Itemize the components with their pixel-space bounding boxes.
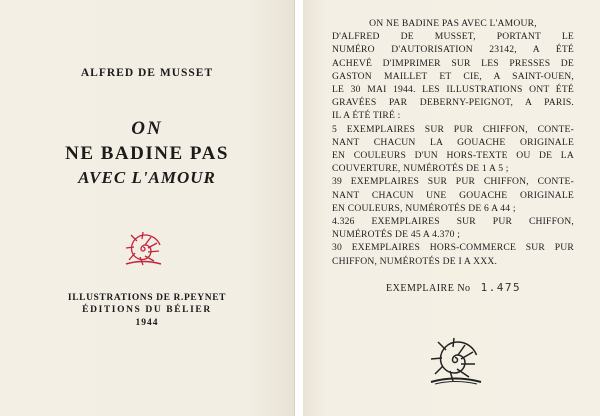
title-line-3: AVEC L'AMOUR [78, 168, 216, 187]
colophon-line: 39 EXEMPLAIRES SUR PUR CHIFFON, CONTE- [332, 176, 574, 188]
colophon-line: NUMÉRO D'AUTORISATION 23142, A ÉTÉ [332, 44, 574, 56]
copy-number-label: EXEMPLAIRE No [386, 283, 471, 294]
colophon-line: CHIFFON, NUMÉROTÉS DE I A XXX. [332, 255, 498, 267]
colophon-line: NANT CHACUN UNE GOUACHE ORIGINALE [332, 189, 574, 201]
title-page [0, 0, 295, 416]
publication-year: 1944 [135, 318, 159, 328]
colophon-line: NUMÉROTÉS DE 45 A 4.370 ; [332, 229, 461, 241]
colophon-line: 4.326 EXEMPLAIRES SUR PUR CHIFFON, [332, 216, 574, 228]
colophon-line: ACHEVÉ D'IMPRIMER SUR LES PRESSES DE [332, 57, 574, 69]
publisher: ÉDITIONS DU BÉLIER [82, 305, 212, 315]
copy-number-value: 1.475 [480, 281, 522, 294]
colophon-line: EN COULEURS, NUMÉROTÉS DE 6 A 44 ; [332, 202, 516, 214]
colophon-line: COUVERTURE, NUMÉROTÉS DE 1 A 5 ; [332, 163, 509, 175]
nautilus-shell-icon [425, 334, 485, 386]
colophon-line: 5 EXEMPLAIRES SUR PUR CHIFFON, CONTE- [332, 123, 574, 135]
colophon-line: ON NE BADINE PAS AVEC L'AMOUR, [369, 18, 537, 29]
colophon-text [332, 17, 574, 268]
colophon-line: GRAVÉES PAR DEBERNY-PEIGNOT, A PARIS. [332, 97, 574, 109]
colophon-line: LE 30 MAI 1944. LES ILLUSTRATIONS ONT ÉTÉ [332, 84, 574, 96]
illustrator-credit: ILLUSTRATIONS DE R.PEYNET [67, 293, 227, 303]
colophon-line: NANT CHACUN LA GOUACHE ORIGINALE [332, 136, 574, 148]
colophon-line: 30 EXEMPLAIRES HORS-COMMERCE SUR PUR [332, 242, 574, 254]
colophon-line: D'ALFRED DE MUSSET, PORTANT LE [332, 31, 574, 43]
title-line-2: NE BADINE PAS [65, 143, 229, 164]
title-line-1: ON [131, 118, 163, 139]
nautilus-shell-icon [121, 228, 165, 268]
colophon-line: GASTON MAILLET ET CIE, A SAINT-OUEN, [332, 70, 574, 82]
colophon-line: IL A ÉTÉ TIRÉ : [332, 110, 401, 122]
author-name: ALFRED DE MUSSET [80, 67, 214, 79]
colophon-line: EN COULEURS D'UN HORS-TEXTE OU DE LA [332, 150, 574, 162]
copy-number [386, 281, 521, 294]
